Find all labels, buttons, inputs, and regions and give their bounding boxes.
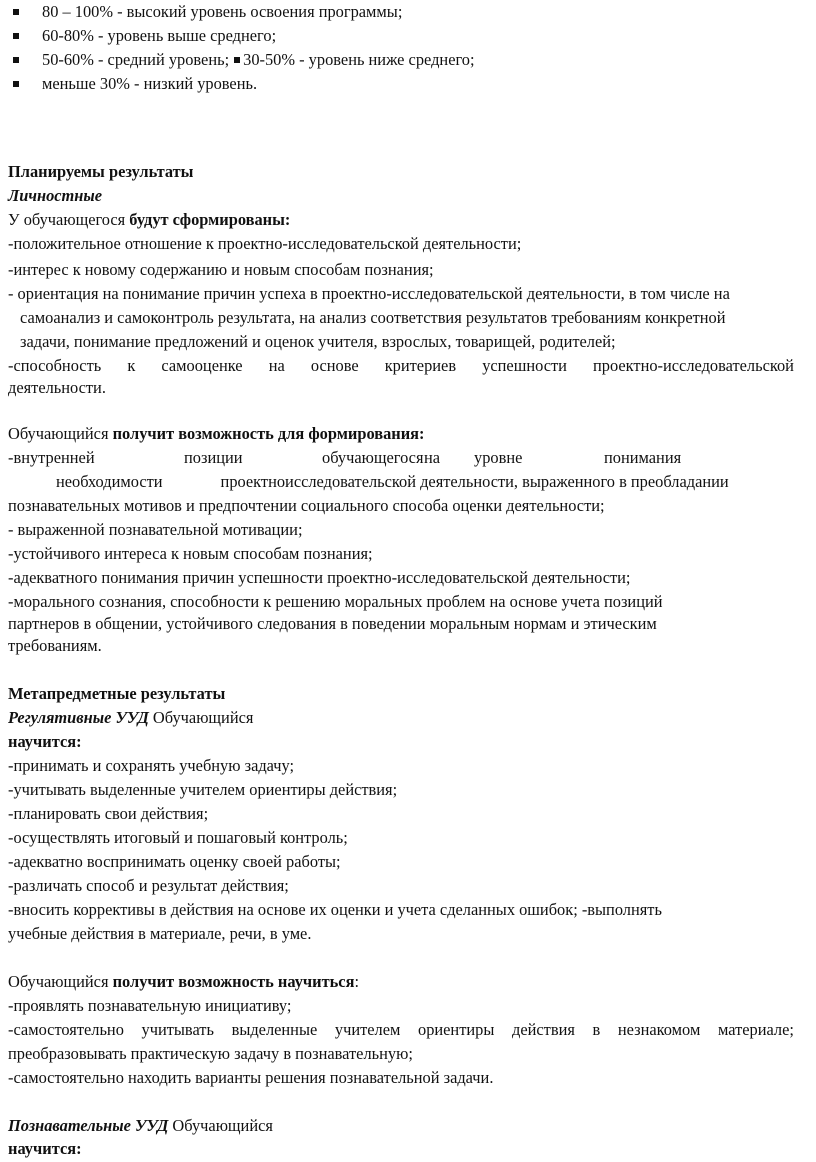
list-item: -самостоятельно находить варианты решения познавательной задачи. [8,1068,494,1087]
list-item-continuation: необходимости проектноисследовательской деятельности, выраженного в преобладании [56,472,729,491]
square-bullet-icon [234,57,240,63]
list-item: -устойчивого интереса к новым способам познания; [8,544,373,563]
list-item: -учитывать выделенные учителем ориентиры действия; [8,780,398,799]
subsection-heading: Личностные [8,186,103,205]
list-item-continuation: преобразовывать практическую задачу в познавательную; [8,1044,413,1063]
square-bullet-icon [13,9,19,15]
list-item: -морального сознания, способности к решению моральных проблем на основе учета позиций [8,592,663,611]
list-item: -самостоятельно учитывать выделенные учителем ориентиры действия в незнакомом материале; [8,1020,794,1039]
subsection-label: научится: [8,732,82,751]
list-item-continuation: учебные действия в материале, речи, в уме. [8,924,312,943]
list-item: -адекватно воспринимать оценку своей работы; [8,852,341,871]
list-item-continuation: требованиям. [8,636,102,655]
list-item: - ориентация на понимание причин успеха в проектно-исследовательской деятельности, в том числе на [8,284,730,303]
list-item: -способность к самооценке на основе критериев успешности проектно-исследовательской [8,356,794,375]
list-item-continuation: задачи, понимание предложений и оценок учителя, взрослых, товарищей, родителей; [20,332,616,351]
list-item: -планировать свои действия; [8,804,209,823]
list-item: - выраженной познавательной мотивации; [8,520,303,539]
paragraph-intro: Обучающийся получит возможность для формирования: [8,424,425,443]
list-item: -интерес к новому содержанию и новым способам познания; [8,260,434,279]
list-item: -адекватного понимания причин успешности проектно-исследовательской деятельности; [8,568,631,587]
subsection-heading: Регулятивные УУД Обучающийся [8,708,254,727]
square-bullet-icon [13,33,19,39]
section-heading: Планируемы результаты [8,162,194,181]
list-item: -положительное отношение к проектно-исследовательской деятельности; [8,234,522,253]
square-bullet-icon [13,81,19,87]
square-bullet-icon [13,57,19,63]
list-item-continuation: познавательных мотивов и предпочтении социального способа оценки деятельности; [8,496,605,515]
subsection-label: научится: [8,1139,82,1158]
list-item-continuation: самоанализ и самоконтроль результата, на анализ соответствия результатов требованиям конкретной [20,308,726,327]
list-item: -различать способ и результат действия; [8,876,289,895]
section-heading: Метапредметные результаты [8,684,226,703]
list-item: -вносить коррективы в действия на основе их оценки и учета сделанных ошибок; -выполнять [8,900,662,919]
paragraph-intro: Обучающийся получит возможность научиться: [8,972,359,991]
list-item-continuation: деятельности. [8,378,106,397]
list-item: -осуществлять итоговый и пошаговый контроль; [8,828,348,847]
subsection-heading: Познавательные УУД Обучающийся [8,1116,273,1135]
list-item: -проявлять познавательную инициативу; [8,996,292,1015]
list-item: -принимать и сохранять учебную задачу; [8,756,295,775]
paragraph-intro: У обучающегося будут сформированы: [8,210,291,229]
list-item-continuation: партнеров в общении, устойчивого следования в поведении моральным нормам и этическим [8,614,657,633]
